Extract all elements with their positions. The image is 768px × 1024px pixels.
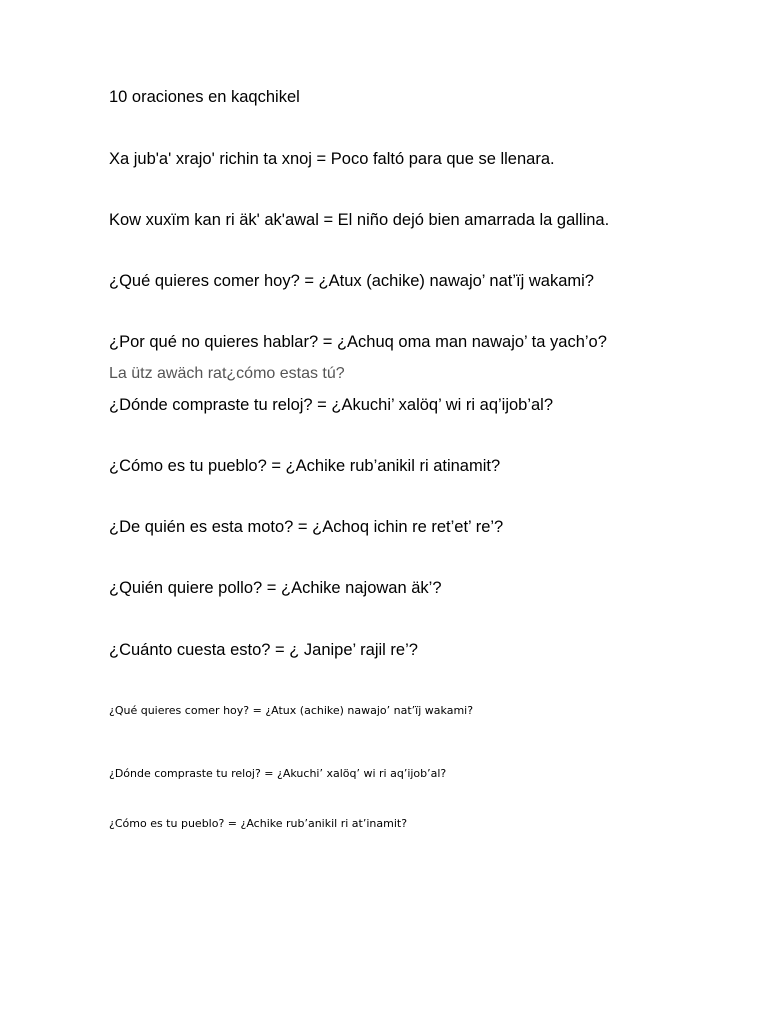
small-sentence-line: ¿Cómo es tu pueblo? = ¿Achike rub’anikil ri at’inamit? — [109, 817, 408, 830]
sentence-line: ¿Cómo es tu pueblo? = ¿Achike rub’anikil ri atinamit? — [109, 457, 501, 475]
sentence-line: ¿De quién es esta moto? = ¿Achoq ichin re ret’et’ re’? — [109, 518, 504, 536]
greeting-line: La ütz awäch rat¿cómo estas tú? — [109, 365, 345, 382]
small-sentence-line: ¿Dónde compraste tu reloj? = ¿Akuchi’ xalöq’ wi ri aq’ijob’al? — [109, 767, 447, 780]
sentence-line: ¿Qué quieres comer hoy? = ¿Atux (achike) nawajo’ nat’ïj wakami? — [109, 272, 594, 290]
small-sentence-line: ¿Qué quieres comer hoy? = ¿Atux (achike) nawajo’ nat’ïj wakami? — [109, 704, 474, 717]
sentence-line: ¿Quién quiere pollo? = ¿Achike najowan äk’? — [109, 579, 442, 597]
sentence-line: ¿Dónde compraste tu reloj? = ¿Akuchi’ xalöq’ wi ri aq’ijob’al? — [109, 396, 554, 414]
document-title: 10 oraciones en kaqchikel — [109, 88, 300, 106]
sentence-line: ¿Cuánto cuesta esto? = ¿ Janipe’ rajil re’? — [109, 641, 418, 659]
sentence-line: Kow xuxïm kan ri äk' ak'awal = El niño dejó bien amarrada la gallina. — [109, 211, 610, 229]
sentence-line: ¿Por qué no quieres hablar? = ¿Achuq oma man nawajo’ ta yach’o? — [109, 333, 607, 351]
sentence-line: Xa jub'a' xrajo' richin ta xnoj = Poco faltó para que se llenara. — [109, 150, 555, 168]
